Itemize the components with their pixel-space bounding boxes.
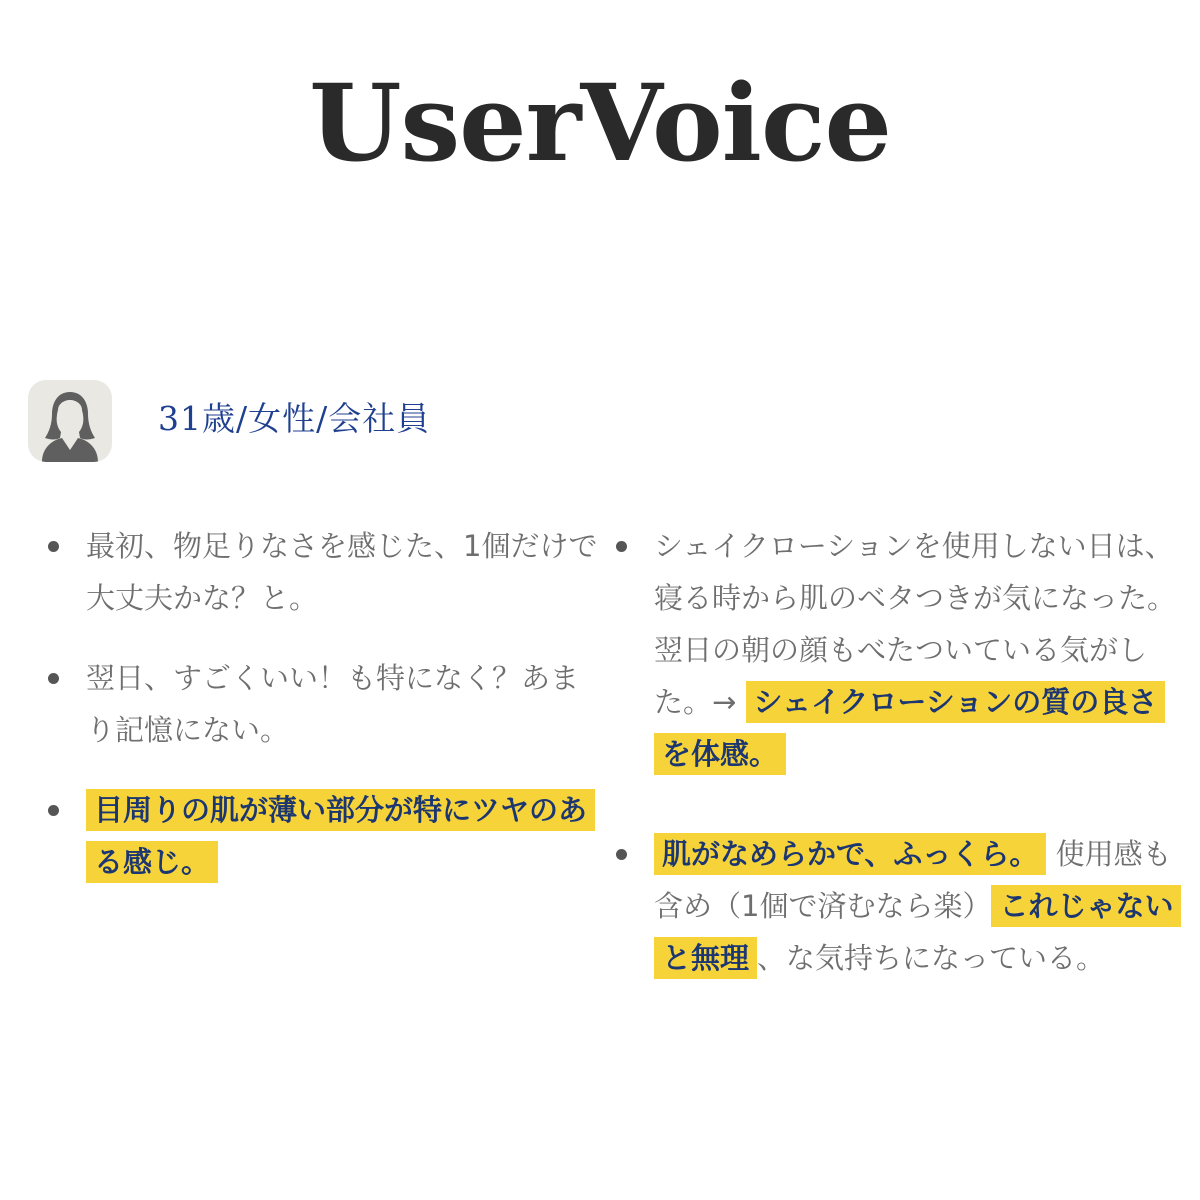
bullet-icon	[48, 673, 59, 684]
user-profile-info: 31歳/女性/会社員	[158, 399, 431, 438]
list-item	[612, 828, 1182, 984]
voice-text: 最初、物足りなさを感じた、1個だけで大丈夫かな？と。	[86, 529, 598, 615]
highlighted-text: 肌がなめらかで、ふっくら。	[654, 833, 1046, 875]
highlighted-text: シェイクローションの質の良さを体感。	[654, 681, 1165, 775]
voice-text: 翌日、すごくいい！も特になく？あまり記憶にない。	[86, 661, 580, 747]
left-voice-list	[44, 520, 600, 916]
bullet-icon	[48, 541, 59, 552]
woman-silhouette-icon	[28, 380, 112, 462]
voice-text: シェイクローションを使用しない日は、寝る時から肌のベタつきが気になった。翌日の朝の顔もべたついている気がした。→	[654, 529, 1177, 719]
highlighted-text: 目周りの肌が薄い部分が特にツヤのある感じ。	[86, 789, 595, 883]
voice-text: 、な気持ちになっている。	[757, 941, 1106, 975]
right-voice-list	[612, 520, 1182, 1032]
bullet-icon	[616, 849, 627, 860]
bullet-icon	[616, 541, 627, 552]
bullet-icon	[48, 805, 59, 816]
list-item	[44, 784, 600, 888]
list-item	[44, 520, 600, 624]
list-item	[44, 652, 600, 756]
avatar	[28, 380, 112, 462]
page-title: UserVoice	[309, 60, 891, 185]
voice-text: 使用感も含め（1個で済むなら楽）	[654, 837, 1172, 923]
list-item	[612, 520, 1182, 780]
highlighted-text: これじゃないと無理	[654, 885, 1181, 979]
